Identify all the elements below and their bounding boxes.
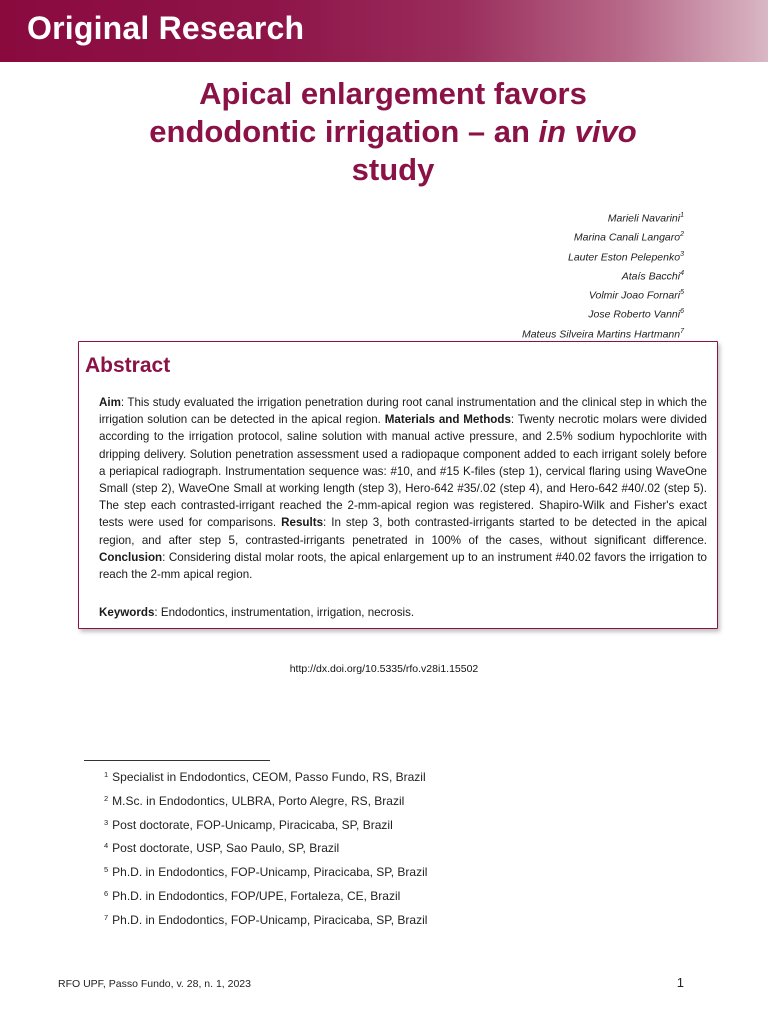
- author-name: Mateus Silveira Martins Hartmann: [521, 328, 681, 341]
- footnote-divider: [84, 760, 270, 761]
- title-line-2: [84, 113, 702, 151]
- abstract-box: [78, 341, 718, 629]
- title-line-1: Apical enlargement favors: [199, 76, 587, 111]
- footnote-number: 7: [104, 912, 109, 922]
- results-label: Results: [281, 516, 324, 530]
- footnote: [104, 885, 704, 909]
- footnote-text: Ph.D. in Endodontics, FOP-Unicamp, Piracicaba, SP, Brazil: [112, 912, 428, 927]
- footnote: [104, 766, 704, 790]
- author: [284, 227, 684, 246]
- conclusion-text: : Considering distal molar roots, the apical enlargement up to an instrument #40.02 favors the irrigation to reach the 2-mm apical region.: [99, 550, 707, 582]
- page-number: 1: [676, 975, 684, 990]
- footnote-number: 4: [104, 841, 109, 851]
- footnote-number: 1: [104, 770, 109, 779]
- author: [284, 285, 684, 304]
- aim-text: : This study evaluated the irrigation penetration during root canal instrumentation and the clinical step in which the irrigation solution can be detected in the apical region.: [99, 396, 707, 427]
- author-name: Lauter Eston Pelepenko: [568, 251, 681, 264]
- footnote-text: Specialist in Endodontics, CEOM, Passo Fundo, RS, Brazil: [112, 770, 426, 784]
- author-affiliation-mark: 6: [680, 308, 684, 316]
- author: [284, 208, 684, 227]
- author-name: Volmir Joao Fornari: [588, 289, 681, 302]
- section-banner: [0, 0, 768, 62]
- conclusion-label: Conclusion: [99, 550, 163, 564]
- author-affiliation-mark: 7: [680, 327, 684, 335]
- author-name: Jose Roberto Vanni: [588, 308, 681, 321]
- abstract-heading: Abstract: [85, 354, 171, 377]
- author-affiliation-mark: 4: [680, 269, 684, 277]
- author-affiliation-mark: 1: [680, 212, 684, 219]
- footnote-text: Ph.D. in Endodontics, FOP/UPE, Fortaleza, CE, Brazil: [112, 888, 401, 903]
- author: [284, 266, 684, 285]
- author-affiliation-mark: 2: [680, 231, 684, 239]
- aim-label: Aim: [99, 396, 121, 409]
- author-affiliation-mark: 5: [680, 289, 684, 297]
- footnote-text: Ph.D. in Endodontics, FOP-Unicamp, Piracicaba, SP, Brazil: [112, 865, 428, 880]
- footnote: [104, 814, 704, 838]
- methods-text: : Twenty necrotic molars were divided according to the irrigation protocol, saline solution with manual active pressure, and 2.5% sodium hypochlorite with dripping delivery. Solution penetration assessment used a radiopaque component added to each irrigant solely before a periapical radiograph. Instrumentation sequence was: #10, and #15 K-files (step 1), cervical flaring using WaveOne Small (step 2), WaveOne Small at working length (step 3), Hero-642 #35/.02 (step 4), and Hero-642 #40/.02 (step 5). The step each contrasted-irrigant reached the 2-mm-apical region was registered. Shapiro-Wilk and Fisher's exact tests were used for comparisons.: [99, 413, 707, 530]
- footnote-list: [104, 766, 704, 933]
- article-title: [84, 75, 702, 189]
- keywords-label: Keywords: [99, 606, 155, 619]
- journal-citation: RFO UPF, Passo Fundo, v. 28, n. 1, 2023: [58, 978, 251, 990]
- footnote: [104, 909, 704, 933]
- section-label: Original Research: [27, 10, 305, 46]
- abstract-body: [99, 394, 707, 583]
- footnote-number: 3: [104, 817, 109, 827]
- keywords-text: : Endodontics, instrumentation, irrigation, necrosis.: [154, 606, 415, 619]
- keywords: [99, 604, 707, 621]
- footnote-text: M.Sc. in Endodontics, ULBRA, Porto Alegre, RS, Brazil: [112, 793, 405, 808]
- doi-link[interactable]: http://dx.doi.org/10.5335/rfo.v28i1.15502: [289, 663, 479, 675]
- author: [284, 304, 684, 323]
- title-line-2-italic: in vivo: [538, 114, 637, 149]
- title-line-2-main: endodontic irrigation – an: [149, 114, 539, 149]
- author-name: Ataís Bacchi: [621, 270, 681, 283]
- author-name: Marieli Navarini: [607, 212, 681, 225]
- footnote: [104, 861, 704, 885]
- footnote-number: 2: [104, 793, 109, 803]
- author-list: [284, 208, 684, 343]
- footnote: [104, 790, 704, 814]
- footnote-number: 5: [104, 865, 109, 875]
- author: [284, 247, 684, 266]
- results-text: : In step 3, both contrasted-irrigants started to be detected in the apical region, and after step 5, contrasted-irrigants penetrated in 100% of the cases, without significant difference.: [99, 516, 707, 547]
- footnote-text: Post doctorate, FOP-Unicamp, Piracicaba, SP, Brazil: [112, 817, 393, 832]
- author-name: Marina Canali Langaro: [573, 231, 681, 244]
- footnote-text: Post doctorate, USP, Sao Paulo, SP, Brazil: [112, 841, 340, 856]
- footnote: [104, 837, 704, 861]
- methods-label: Materials and Methods: [384, 413, 511, 427]
- author-affiliation-mark: 3: [680, 250, 684, 258]
- title-line-3: study: [351, 152, 435, 187]
- footnote-number: 6: [104, 888, 109, 898]
